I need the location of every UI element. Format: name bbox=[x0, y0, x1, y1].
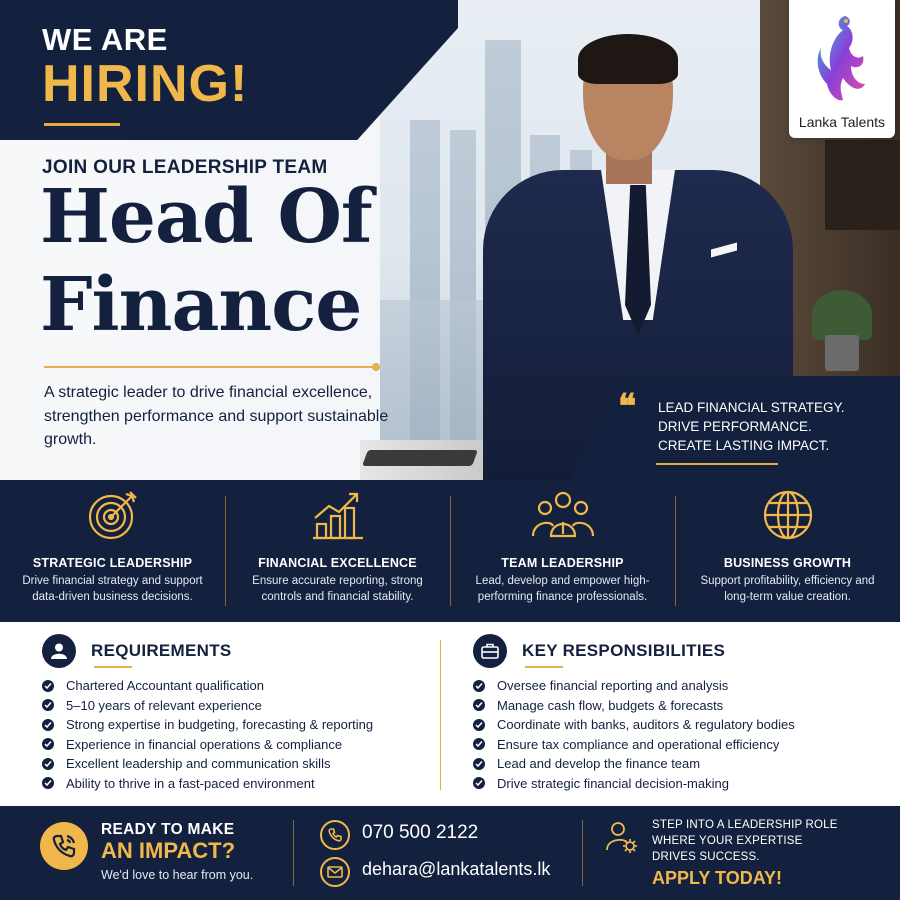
job-title-line1: Head Of bbox=[40, 174, 372, 260]
feature-desc: Lead, develop and empower high-performing finance professionals. bbox=[475, 575, 650, 603]
quote-line-3: CREATE LASTING IMPACT. bbox=[658, 438, 830, 453]
footer-divider-1 bbox=[293, 820, 294, 886]
check-icon bbox=[473, 680, 485, 692]
requirements-column bbox=[42, 622, 432, 806]
job-title-line2: Finance bbox=[40, 262, 362, 348]
check-icon bbox=[473, 777, 485, 789]
list-item-text: Experience in financial operations & compliance bbox=[66, 736, 343, 752]
email-icon bbox=[320, 857, 350, 887]
phone-icon bbox=[320, 820, 350, 850]
phone-on-desk bbox=[362, 450, 478, 466]
call-icon bbox=[40, 822, 88, 870]
globe-icon bbox=[761, 488, 815, 542]
quote-icon: ❝ bbox=[618, 387, 637, 427]
plant bbox=[812, 290, 872, 340]
job-description: A strategic leader to drive financial excellence, strengthen performance and support sustainable growth. bbox=[44, 384, 389, 448]
check-icon bbox=[42, 680, 54, 692]
list-item bbox=[42, 774, 373, 794]
join-heading: JOIN OUR LEADERSHIP TEAM bbox=[42, 157, 328, 178]
quote-line-1: LEAD FINANCIAL STRATEGY. bbox=[658, 400, 845, 415]
feature-title: BUSINESS GROWTH bbox=[723, 556, 852, 570]
we-are-text: WE ARE bbox=[42, 22, 168, 57]
list-item bbox=[473, 715, 795, 735]
list-item-text: Drive strategic financial decision-making bbox=[497, 775, 729, 791]
check-icon bbox=[473, 738, 485, 750]
peacock-logo-icon bbox=[811, 10, 871, 105]
list-item bbox=[473, 774, 795, 794]
footer-impact-text: AN IMPACT? bbox=[101, 838, 236, 863]
footer-love-text: We'd love to hear from you. bbox=[101, 868, 254, 882]
feature-business-growth bbox=[675, 480, 900, 622]
responsibilities-list bbox=[473, 676, 795, 793]
responsibilities-header bbox=[473, 634, 725, 668]
check-icon bbox=[42, 699, 54, 711]
step-line-3: DRIVES SUCCESS. bbox=[652, 851, 760, 863]
list-item-text: Oversee financial reporting and analysis bbox=[497, 678, 729, 694]
quote-line-2: DRIVE PERFORMANCE. bbox=[658, 419, 812, 434]
target-icon bbox=[86, 488, 140, 542]
feature-financial-excellence bbox=[225, 480, 450, 622]
footer-divider-2 bbox=[582, 820, 583, 886]
footer-step-text bbox=[652, 817, 838, 865]
hiring-text: HIRING! bbox=[42, 55, 249, 113]
check-icon bbox=[42, 719, 54, 731]
plant-pot bbox=[825, 335, 859, 371]
footer-ready-text: READY TO MAKE bbox=[101, 821, 235, 838]
banner-underline bbox=[44, 123, 120, 126]
list-item-text: Excellent leadership and communication skills bbox=[66, 756, 331, 772]
list-item bbox=[42, 696, 373, 716]
list-item bbox=[473, 754, 795, 774]
requirements-underline bbox=[94, 666, 132, 668]
list-item bbox=[42, 676, 373, 696]
feature-desc: Support profitability, efficiency and long-term value creation. bbox=[700, 575, 875, 603]
list-item bbox=[473, 696, 795, 716]
check-icon bbox=[473, 719, 485, 731]
list-item bbox=[473, 735, 795, 755]
requirements-header bbox=[42, 634, 232, 668]
logo-text: Lanka Talents bbox=[798, 114, 886, 130]
responsibilities-column bbox=[473, 622, 883, 806]
feature-desc: Ensure accurate reporting, strong controls and financial stability. bbox=[252, 575, 423, 603]
growth-chart-icon bbox=[311, 488, 365, 542]
step-line-2: WHERE YOUR EXPERTISE bbox=[652, 835, 803, 847]
requirements-list bbox=[42, 676, 373, 793]
quote-text bbox=[658, 398, 845, 455]
check-icon bbox=[473, 758, 485, 770]
apply-today-text: APPLY TODAY! bbox=[652, 868, 783, 888]
list-item bbox=[473, 676, 795, 696]
check-icon bbox=[473, 699, 485, 711]
responsibilities-title: KEY RESPONSIBILITIES bbox=[522, 641, 726, 660]
feature-title: FINANCIAL EXCELLENCE bbox=[258, 556, 417, 570]
list-item bbox=[42, 715, 373, 735]
check-icon bbox=[42, 738, 54, 750]
list-item-text: Coordinate with banks, auditors & regulatory bodies bbox=[497, 717, 795, 733]
responsibilities-underline bbox=[525, 666, 563, 668]
step-line-1: STEP INTO A LEADERSHIP ROLE bbox=[652, 819, 838, 831]
user-icon bbox=[42, 634, 76, 668]
feature-desc: Drive financial strategy and support data-driven business decisions. bbox=[22, 575, 203, 603]
email-link[interactable]: dehara@lankatalents.lk bbox=[362, 859, 551, 879]
list-item bbox=[42, 754, 373, 774]
list-item-text: Chartered Accountant qualification bbox=[66, 678, 265, 694]
list-item-text: Manage cash flow, budgets & forecasts bbox=[497, 697, 724, 713]
company-logo bbox=[789, 0, 895, 138]
list-item-text: 5–10 years of relevant experience bbox=[66, 697, 262, 713]
person-gear-icon bbox=[605, 820, 639, 854]
features-band bbox=[0, 480, 900, 622]
title-underline-dot bbox=[372, 363, 380, 371]
briefcase-icon bbox=[473, 634, 507, 668]
check-icon bbox=[42, 777, 54, 789]
check-icon bbox=[42, 758, 54, 770]
feature-strategic-leadership bbox=[0, 480, 225, 622]
list-item-text: Lead and develop the finance team bbox=[497, 756, 701, 772]
list-item-text: Ability to thrive in a fast-paced environment bbox=[66, 775, 315, 791]
list-item-text: Strong expertise in budgeting, forecasting & reporting bbox=[66, 717, 374, 733]
feature-team-leadership bbox=[450, 480, 675, 622]
team-icon bbox=[531, 488, 595, 542]
quote-underline bbox=[656, 463, 778, 465]
feature-title: TEAM LEADERSHIP bbox=[501, 556, 624, 570]
phone-number-link[interactable]: 070 500 2122 bbox=[362, 822, 479, 843]
feature-title: STRATEGIC LEADERSHIP bbox=[32, 556, 193, 570]
list-item bbox=[42, 735, 373, 755]
lists-divider bbox=[440, 640, 441, 790]
lists-section bbox=[0, 622, 900, 806]
list-item-text: Ensure tax compliance and operational efficiency bbox=[497, 736, 780, 752]
bookshelf bbox=[825, 140, 900, 230]
title-underline bbox=[44, 366, 374, 368]
requirements-title: REQUIREMENTS bbox=[91, 641, 232, 660]
